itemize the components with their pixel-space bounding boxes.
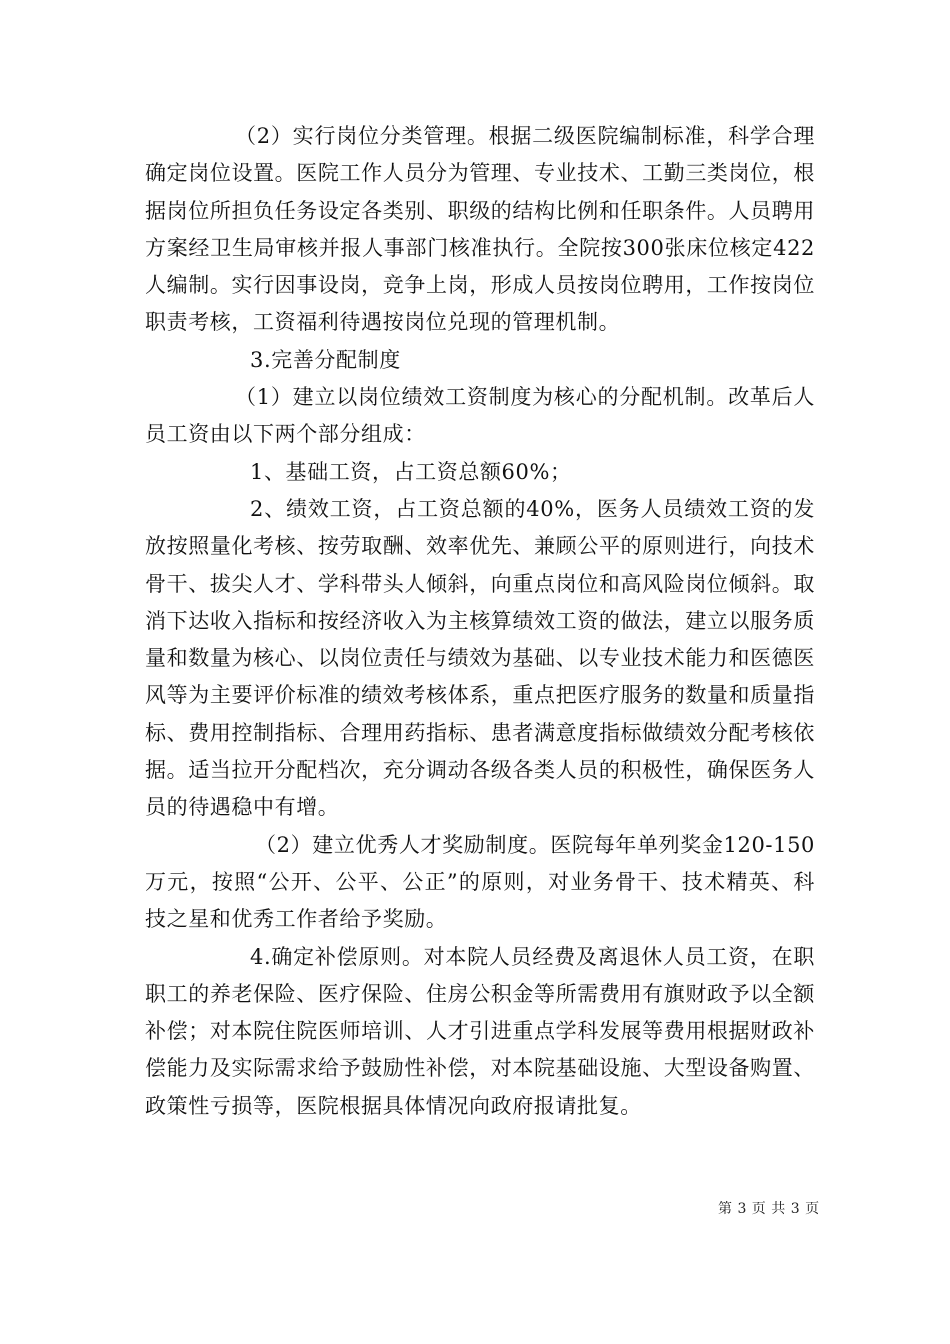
paragraph-compensation-principle: 4.确定补偿原则。对本院人员经费及离退休人员工资，在职职工的养老保险、医疗保险、住房公积金等所需费用有旗财政予以全额补偿；对本院住院医师培训、人才引进重点学科发展等费用根据财政补偿能力及实际需求给予鼓励性补偿，对本院基础设施、大型设备购置、政策性亏损等，医院根据具体情况向政府报请批复。 bbox=[145, 944, 815, 1118]
paragraph-position-classification: （2）实行岗位分类管理。根据二级医院编制标准，科学合理确定岗位设置。医院工作人员分为管理、专业技术、工勤三类岗位，根据岗位所担负任务设定各类别、职级的结构比例和任职条件。人员聘用方案经卫生局审核并报人事部门核准执行。全院按300张床位核定422人编制。实行因事设岗，竞争上岗，形成人员按岗位聘用，工作按岗位职责考核，工资福利待遇按岗位兑现的管理机制。 bbox=[145, 124, 815, 335]
paragraph-performance-salary: （1）建立以岗位绩效工资制度为核心的分配机制。改革后人员工资由以下两个部分组成： bbox=[145, 385, 815, 447]
document-body bbox=[145, 118, 815, 1125]
list-item-basic-salary: 1、基础工资，占工资总额60%； bbox=[250, 459, 572, 484]
paragraph-talent-reward: （2）建立优秀人才奖励制度。医院每年单列奖金120-150万元，按照“公开、公平、公正”的原则，对业务骨干、技术精英、科技之星和优秀工作者给予奖励。 bbox=[145, 832, 815, 932]
list-item-performance-salary: 2、绩效工资，占工资总额的40%，医务人员绩效工资的发放按照量化考核、按劳取酬、效率优先、兼顾公平的原则进行，向技术骨干、拔尖人才、学科带头人倾斜，向重点岗位和高风险岗位倾斜。取消下达收入指标和按经济收入为主核算绩效工资的做法，建立以服务质量和数量为核心、以岗位责任与绩效为基础、以专业技术能力和医德医风等为主要评价标准的绩效考核体系，重点把医疗服务的数量和质量指标、费用控制指标、合理用药指标、患者满意度指标做绩效分配考核依据。适当拉开分配档次，充分调动各级各类人员的积极性，确保医务人员的待遇稳中有增。 bbox=[145, 496, 815, 820]
heading-improve-distribution: 3.完善分配制度 bbox=[250, 347, 401, 372]
page-number: 第 3 页 共 3 页 bbox=[718, 1201, 820, 1217]
